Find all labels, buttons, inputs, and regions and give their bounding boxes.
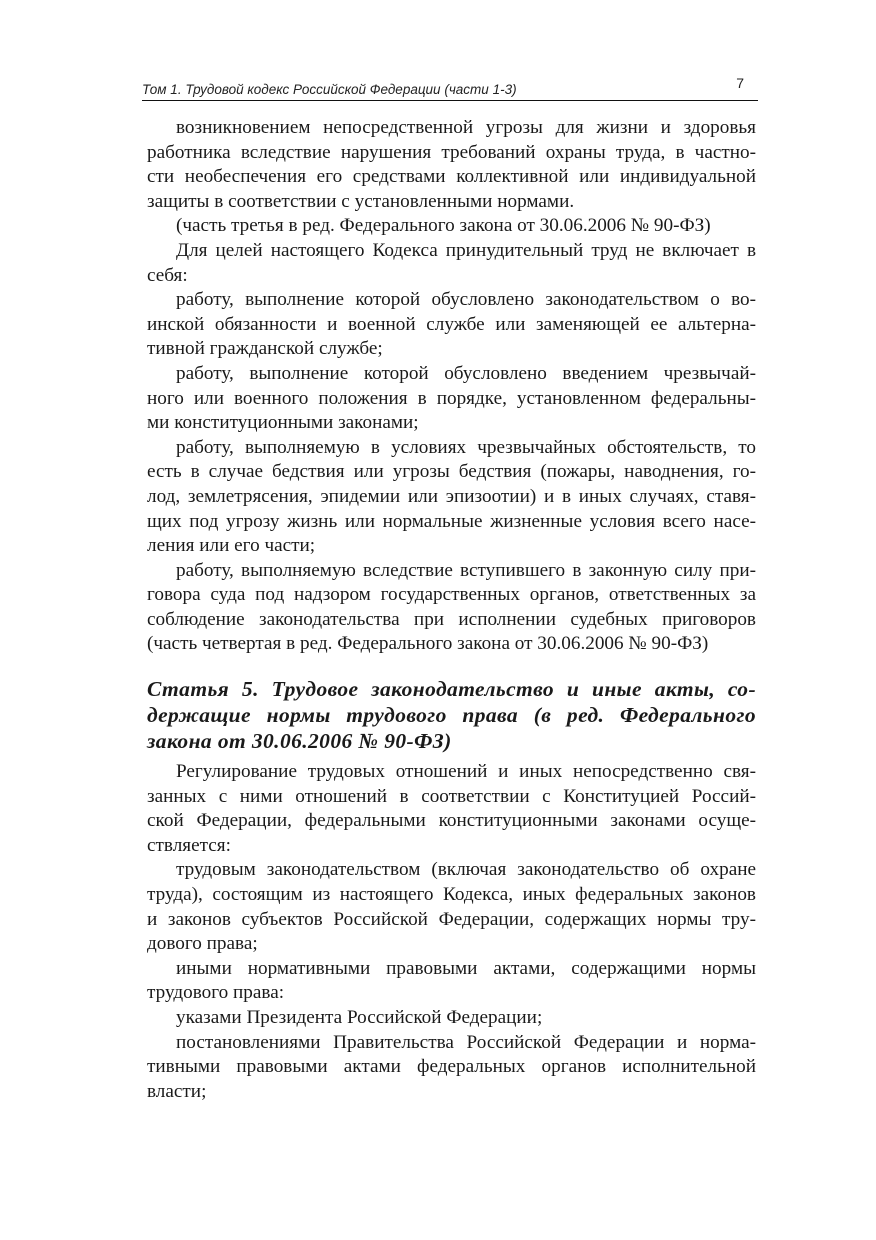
paragraph	[147, 1006, 756, 1031]
text-line: лод, землетрясения, эпидемии или эпизоотии) и в иных случаях, ставя-	[147, 485, 756, 507]
text-line: власти;	[147, 1080, 207, 1102]
text-line: дового права;	[147, 933, 258, 955]
heading-line: закона от 30.06.2006 № 90-ФЗ)	[147, 729, 452, 754]
page-number: 7	[736, 75, 744, 91]
text-line: трудовым законодательством (включая законодательство об охране	[176, 859, 756, 881]
text-line: Регулирование трудовых отношений и иных непосредственно свя-	[176, 761, 756, 783]
paragraph	[147, 559, 756, 657]
text-line: защиты в соответствии с установленными нормами.	[147, 190, 575, 212]
paragraph	[147, 116, 756, 214]
text-line: Для целей настоящего Кодекса принудительный труд не включает в	[176, 239, 756, 261]
paragraph	[147, 436, 756, 559]
paragraph	[147, 760, 756, 858]
text-line: есть в случае бедствия или угрозы бедствия (пожары, наводнения, го-	[147, 461, 756, 483]
paragraph	[147, 288, 756, 362]
text-line: ного или военного положения в порядке, установленном федеральны-	[147, 387, 756, 409]
text-line: тивной гражданской службе;	[147, 338, 383, 360]
text-line: работу, выполняемую вследствие вступившего в законную силу при-	[176, 559, 756, 581]
text-line: себя:	[147, 264, 188, 286]
heading-line: держащие нормы трудового права (в ред. Федерального	[147, 703, 756, 728]
text-line: ствляется:	[147, 834, 231, 856]
text-line: указами Президента Российской Федерации;	[176, 1007, 543, 1028]
text-line: работу, выполнение которой обусловлено законодательством о во-	[176, 289, 756, 311]
paragraph	[147, 239, 756, 288]
text-line: ления или его части;	[147, 535, 316, 557]
heading-line: Статья 5. Трудовое законодательство и иные акты, со-	[147, 677, 756, 702]
text-line: говора суда под надзором государственных органов, ответственных за	[147, 584, 756, 606]
text-before-article	[147, 116, 756, 657]
text-line: сти необеспечения его средствами коллективной или индивидуальной	[147, 166, 756, 188]
text-line: работу, выполнение которой обусловлено введением чрезвычай-	[176, 362, 756, 384]
body-text	[147, 116, 756, 1104]
text-line: постановлениями Правительства Российской Федерации и норма-	[176, 1031, 756, 1053]
text-line: тивными правовыми актами федеральных органов исполнительной	[147, 1056, 756, 1078]
paragraph	[147, 1031, 756, 1105]
article-heading	[147, 676, 756, 754]
text-line: работу, выполняемую в условиях чрезвычайных обстоятельств, то	[176, 436, 756, 458]
text-line: трудового права:	[147, 982, 285, 1004]
paragraph	[147, 957, 756, 1006]
text-line: соблюдение законодательства при исполнении судебных приговоров	[147, 608, 756, 630]
text-line: иными нормативными правовыми актами, содержащими нормы	[176, 957, 756, 979]
text-line: инской обязанности и военной службе или заменяющей ее альтерна-	[147, 313, 756, 335]
text-line: и законов субъектов Российской Федерации, содержащих нормы тру-	[147, 908, 756, 930]
text-line: занных с ними отношений в соответствии с Конституцией Россий-	[147, 785, 756, 807]
text-line: ской Федерации, федеральными конституционными законами осуще-	[147, 810, 756, 832]
text-line: (часть четвертая в ред. Федерального закона от 30.06.2006 № 90-ФЗ)	[147, 633, 709, 655]
text-line: (часть третья в ред. Федерального закона от 30.06.2006 № 90-ФЗ)	[176, 215, 711, 237]
running-title: Том 1. Трудовой кодекс Российской Федерации (части 1-3)	[142, 82, 517, 97]
text-line: работника вследствие нарушения требований охраны труда, в частно-	[147, 141, 756, 163]
text-line: щих под угрозу жизнь или нормальные жизненные условия всего насе-	[147, 510, 756, 532]
text-line: возникновением непосредственной угрозы для жизни и здоровья	[176, 117, 756, 138]
text-line: ми конституционными законами;	[147, 412, 419, 434]
paragraph	[147, 214, 756, 239]
paragraph	[147, 858, 756, 956]
running-header	[142, 76, 758, 101]
text-after-article	[147, 760, 756, 1104]
paragraph	[147, 362, 756, 436]
text-line: труда), состоящим из настоящего Кодекса, иных федеральных законов	[147, 884, 756, 906]
